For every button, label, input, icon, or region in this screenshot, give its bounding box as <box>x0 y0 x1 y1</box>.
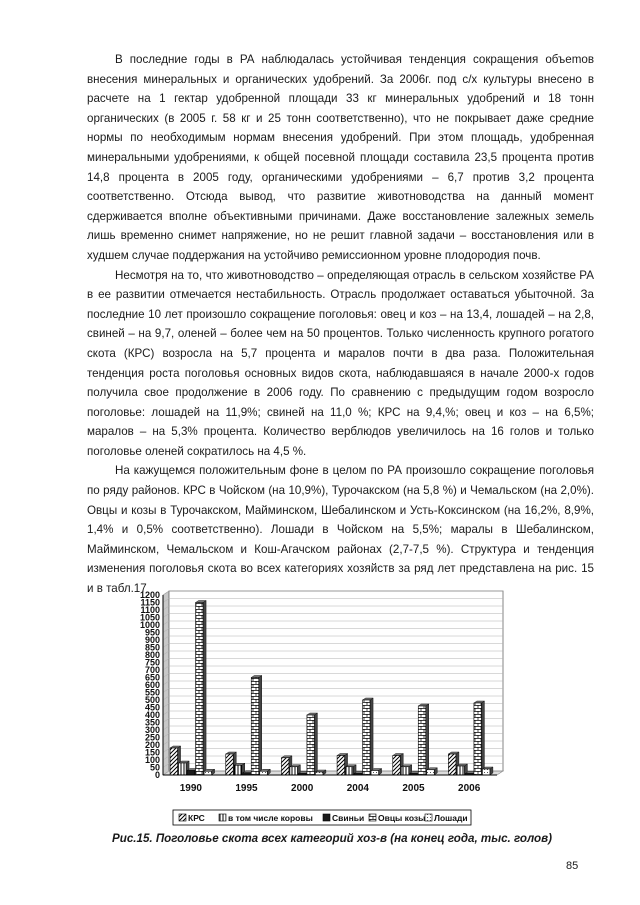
bar <box>290 767 298 775</box>
y-tick-label: 300 <box>144 725 160 735</box>
figure-caption: Рис.15. Поголовье скота всех категорий хоз-в (на конец года, тыс. голов) <box>112 832 552 845</box>
legend-swatch <box>323 814 330 821</box>
y-tick-label: 550 <box>144 687 160 698</box>
body-text <box>87 50 594 599</box>
y-tick-label: 200 <box>144 740 160 750</box>
bar-side <box>481 701 484 775</box>
x-tick-label: 1995 <box>235 783 258 794</box>
y-tick-label: 1000 <box>139 620 160 630</box>
bar <box>393 756 401 776</box>
legend-label: КРС <box>188 813 205 823</box>
y-tick-label: 250 <box>144 732 160 743</box>
bar <box>371 771 379 776</box>
bar <box>226 754 234 775</box>
y-tick-label: 700 <box>144 665 160 675</box>
bar <box>427 770 435 775</box>
bar-side <box>314 713 317 775</box>
livestock-bar-chart <box>135 585 507 830</box>
bar <box>457 766 465 775</box>
bar <box>482 769 490 775</box>
bar <box>474 703 482 775</box>
legend-label: Лошади <box>434 813 468 823</box>
legend-label: Свиньи <box>332 813 365 823</box>
x-tick-label: 1990 <box>179 783 202 794</box>
y-tick-label: 750 <box>144 657 160 668</box>
legend-swatch <box>179 814 186 821</box>
bar-side <box>426 704 429 775</box>
page-number: 85 <box>566 860 579 872</box>
legend-swatch <box>369 814 376 821</box>
paragraph-3: На кажущемся положительным фоне в целом по РА произошло сокращение поголовья по ряду районов. КРС в Чойском (на 10,9%), Турочакском (на 5,8 %) и Чемальском (на 2,0%). Овцы и козы в Турочакском, Майминском, Шебалинском и Усть-Коксинском (на 16,2%, 8,9%, 1,4% и 0,5% соответственно). Лошади в Чойском на 5,5%; маралы в Шебалинском, Майминском, Чемальском и Кош-Агачском районах (2,7-7,5 %). Структура и тенденция изменения поголовья скота во всех категориях хозяйств за ряд лет представлена на рис. 15 и в табл.17 <box>87 464 594 596</box>
paragraph-2: Несмотря на то, что животноводство – определяющая отрасль в сельском хозяйстве РА в ее развитии отмечается нестабильность. Отрасль продолжает оставаться убыточной. За последние 10 лет произошло сокращение поголовья: овец и коз – на 13,4, лошадей – на 2,8, свиней – на 9,7, оленей – более чем на 50 процентов. Только численность крупного рогатого скота (КРС) возросла на 5,7 процента и маралов почти в два раза. Положительная тенденция роста поголовья основных видов скота, наблюдавшаяся в начале 2000-х годов получила свое продолжение в 2006 году. По сравнению с предыдущим годом возросло поголовье: лошадей на 11,9%; свиней на 11,0 %; КРС на 9,4,%; овец и коз – на 6,5%; маралов – на 5,3% процента. Количество верблюдов увеличилось на 16 голов и только поголовье оленей сократилось на 4,5 %. <box>87 268 594 458</box>
x-tick-label: 2005 <box>402 783 425 794</box>
bar <box>281 758 289 775</box>
y-tick-label: 650 <box>144 672 160 683</box>
y-tick-label: 0 <box>154 770 160 780</box>
y-tick-label: 100 <box>144 755 160 765</box>
bar-side <box>259 676 262 776</box>
y-tick-label: 450 <box>144 702 160 713</box>
bar <box>170 748 178 775</box>
y-tick-label: 1100 <box>140 605 160 615</box>
bar <box>363 700 371 775</box>
bar-side <box>370 698 373 775</box>
x-tick-label: 2004 <box>346 783 369 794</box>
bar <box>251 678 259 776</box>
y-tick-label: 50 <box>149 762 160 773</box>
legend-swatch <box>425 814 432 821</box>
bar-side <box>203 601 206 776</box>
bar <box>401 767 409 775</box>
y-tick-label: 400 <box>144 710 160 720</box>
y-tick-label: 350 <box>144 717 160 728</box>
y-tick-label: 500 <box>144 695 160 705</box>
bar <box>346 767 354 775</box>
bar <box>187 771 195 776</box>
bar <box>196 603 204 776</box>
paragraph-1: В последние годы в РА наблюдалась устойчивая тенденция сокращения объеmов внесения минеральных и органических удобрений. За 2006г. под с/х культуры внесено в расчете на 1 гектар удобренной площади 33 кг минеральных удобрений и 18 тонн органических (в 2005 г. 58 кг и 25 тонн соответственно), что не покрывает даже средние нормы по необходимым нормам внесения удобрений. При этом площадь, удобренная минеральными удобрениями, к общей посевной площади составила 23,5 процента против 14,8 процента в 2005 году, органическими удобрениями – 6,7 против 3,2 процента соответственно. Отсюда вывод, что развитие животноводства на данный момент сдерживается вполне объективными причинами. Даже восстановление залежных земель лишь временно снимет напряжение, но не решит главной задачи – восстановления или в худшем случае поддержания на устойчиво ремиссионном уровне плодородия почв. <box>87 53 594 262</box>
legend-label: Овцы козы <box>378 813 426 823</box>
y-tick-label: 1150 <box>140 597 160 608</box>
bar <box>179 763 187 775</box>
y-tick-label: 150 <box>144 747 160 758</box>
y-tick-label: 950 <box>144 627 160 638</box>
bar <box>337 756 345 776</box>
y-tick-label: 850 <box>144 642 160 653</box>
bar <box>448 754 456 775</box>
legend-label: в том числе коровы <box>228 813 313 823</box>
y-tick-label: 900 <box>144 635 160 645</box>
bar <box>204 771 212 775</box>
bar <box>307 715 315 775</box>
bar <box>234 765 242 775</box>
x-tick-label: 2000 <box>291 783 314 794</box>
y-tick-label: 600 <box>144 680 160 690</box>
legend-swatch <box>219 814 226 821</box>
bar <box>260 771 268 775</box>
y-tick-label: 1050 <box>139 612 160 623</box>
y-tick-label: 1200 <box>139 590 160 600</box>
x-tick-label: 2006 <box>458 783 481 794</box>
bar <box>418 706 426 775</box>
y-tick-label: 800 <box>144 650 160 660</box>
